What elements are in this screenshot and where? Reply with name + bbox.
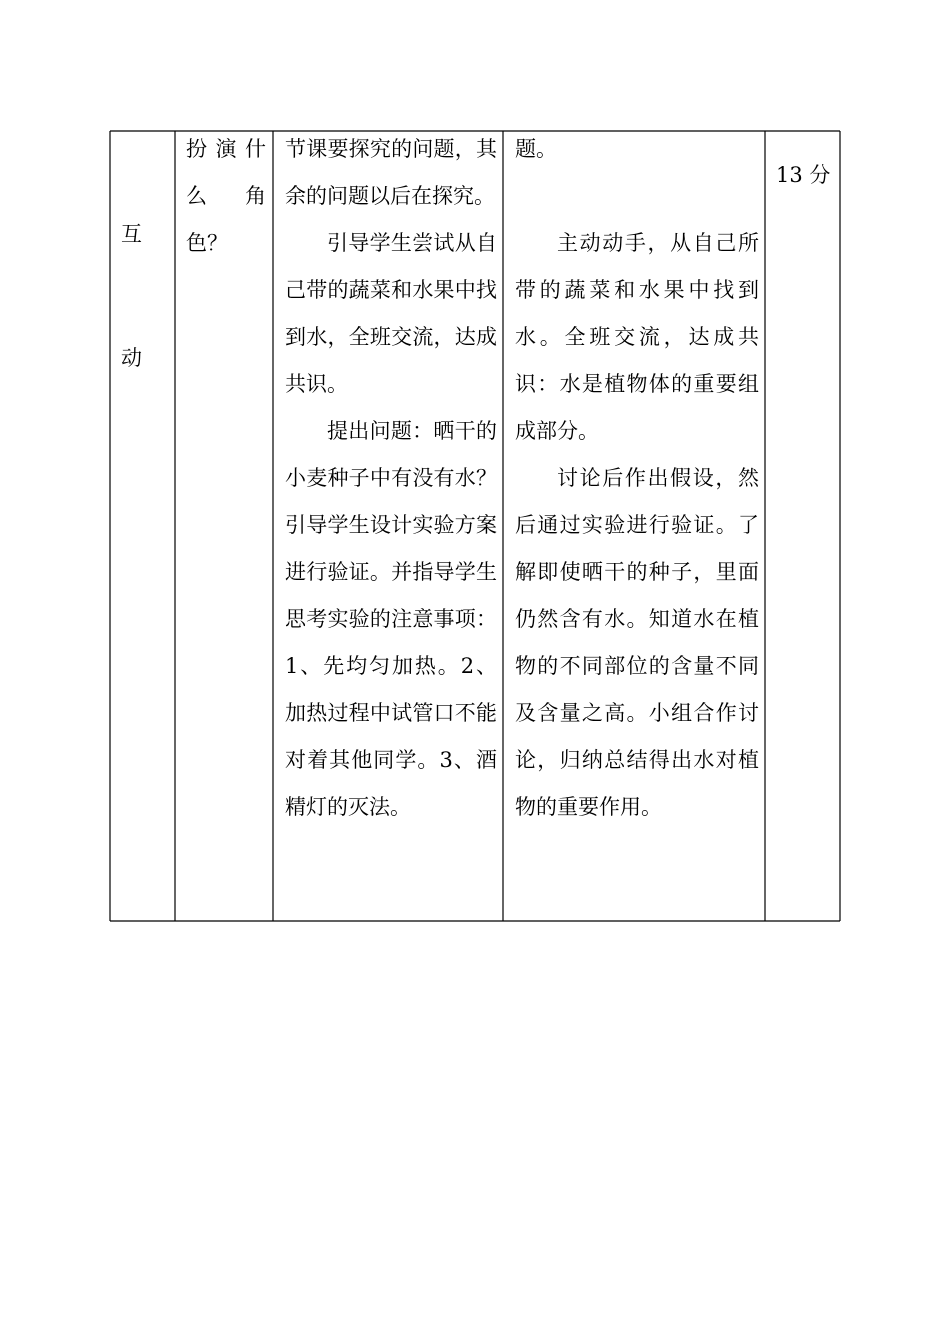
student-paragraph-3: 讨论后作出假设，然后通过实验进行验证。了解即使晒干的种子，里面仍然含有水。知道水在植物的不同部位的含量不同及含量之高。小组合作讨论，归纳总结得出水对植物的重要作用。 [515, 466, 759, 819]
time-cell [776, 152, 836, 199]
student-activity-cell [515, 126, 759, 831]
teacher-paragraph-2: 引导学生尝试从自己带的蔬菜和水果中找到水，全班交流，达成共识。 [285, 231, 497, 396]
teacher-activity-cell [285, 126, 497, 831]
student-paragraph-2: 主动动手，从自己所带的蔬菜和水果中找到水。全班交流，达成共识：水是植物体的重要组成部分。 [515, 231, 759, 443]
role-line-3: 色？ [186, 231, 228, 255]
blank-line [515, 173, 759, 220]
time-value: 13 分 [776, 163, 831, 187]
teacher-paragraph-3: 提出问题：晒干的小麦种子中有没有水？引导学生设计实验方案进行验证。并指导学生思考实验的注意事项：1、先均匀加热。2、加热过程中试管口不能对着其他同学。3、酒精灯的灭法。 [285, 419, 497, 819]
role-line-1: 扮演什 [186, 137, 266, 161]
teacher-paragraph-1: 节课要探究的问题，其余的问题以后在探究。 [285, 137, 497, 208]
stage-char-1: 互 [121, 222, 142, 246]
stage-cell [121, 211, 151, 370]
role-line-2: 么 角 [186, 184, 266, 208]
stage-char-2: 动 [121, 346, 142, 370]
student-role-cell [186, 126, 266, 267]
student-paragraph-1: 题。 [515, 137, 557, 161]
